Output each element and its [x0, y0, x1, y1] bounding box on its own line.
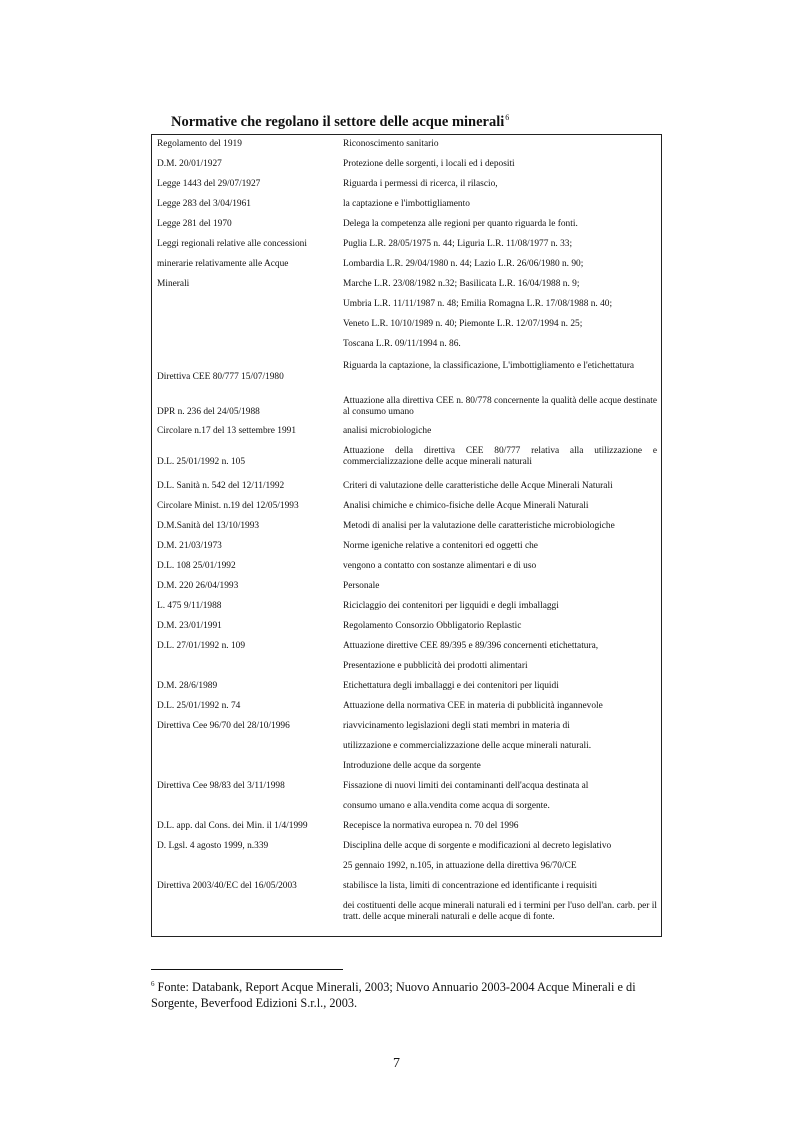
footnote-rule [151, 969, 343, 970]
regulation-description: analisi microbiologiche [343, 426, 432, 436]
regulation-description: Fissazione di nuovi limiti dei contaminanti dell'acqua destinata al [343, 781, 589, 791]
regulation-reference: L. 475 9/11/1988 [157, 601, 222, 611]
regulation-reference: DPR n. 236 del 24/05/1988 [157, 407, 260, 417]
regulation-reference: D.M. 20/01/1927 [157, 159, 222, 169]
footnote-ref: 6 [505, 113, 510, 122]
regulation-description: Delega la competenza alle regioni per quanto riguarda le fonti. [343, 219, 578, 229]
regulation-description: Analisi chimiche e chimico-fisiche delle Acque Minerali Naturali [343, 501, 589, 511]
regulation-description: Introduzione delle acque da sorgente [343, 761, 481, 771]
regulation-reference: Direttiva Cee 96/70 del 28/10/1996 [157, 721, 290, 731]
footnote-number: 6 [151, 980, 155, 988]
footnote-text: Fonte: Databank, Report Acque Minerali, 2003; Nuovo Annuario 2003-2004 Acque Minerali e di Sorgente, Beverfood Edizioni S.r.l., 2003. [151, 980, 636, 1010]
regulation-reference: D. Lgsl. 4 agosto 1999, n.339 [157, 841, 269, 851]
regulation-reference: Legge 1443 del 29/07/1927 [157, 179, 261, 189]
regulation-reference: D.M. 28/6/1989 [157, 681, 218, 691]
regulation-reference: Legge 283 del 3/04/1961 [157, 199, 251, 209]
regulation-reference: Direttiva 2003/40/EC del 16/05/2003 [157, 881, 297, 891]
regulation-reference: Circolare n.17 del 13 settembre 1991 [157, 426, 297, 436]
regulation-description: Norme igeniche relative a contenitori ed oggetti che [343, 541, 538, 551]
regulation-description: Personale [343, 581, 380, 591]
regulations-table [151, 134, 662, 937]
regulation-description: Toscana L.R. 09/11/1994 n. 86. [343, 339, 461, 349]
regulation-description: Attuazione direttive CEE 89/395 e 89/396 concernenti etichettatura, [343, 641, 599, 651]
regulation-reference: Leggi regionali relative alle concessioni [157, 239, 307, 249]
regulation-reference: D.L. 25/01/1992 n. 74 [157, 701, 241, 711]
regulation-description: Veneto L.R. 10/10/1989 n. 40; Piemonte L.R. 12/07/1994 n. 25; [343, 319, 583, 329]
page-title [171, 113, 509, 131]
regulation-reference: D.L. 108 25/01/1992 [157, 561, 236, 571]
regulation-description: Metodi di analisi per la valutazione delle caratteristiche microbiologiche [343, 521, 615, 531]
regulation-description: Riguarda i permessi di ricerca, il rilascio, [343, 179, 498, 189]
regulation-description: consumo umano e alla.vendita come acqua di sorgente. [343, 801, 550, 811]
regulation-reference: D.M. 220 26/04/1993 [157, 581, 239, 591]
regulation-reference: Circolare Minist. n.19 del 12/05/1993 [157, 501, 299, 511]
regulation-description: Protezione delle sorgenti, i locali ed i depositi [343, 159, 515, 169]
footnote [151, 976, 663, 1011]
regulation-description: Attuazione alla direttiva CEE n. 80/778 concernente la qualità delle acque destinate al consumo umano [343, 396, 657, 417]
regulation-description: Riguarda la captazione, la classificazione, L'imbottigliamento e l'etichettatura [343, 361, 635, 371]
regulation-description: Recepisce la normativa europea n. 70 del 1996 [343, 821, 519, 831]
regulation-description: la captazione e l'imbottigliamento [343, 199, 470, 209]
regulation-description: Attuazione della normativa CEE in materia di pubblicità ingannevole [343, 701, 603, 711]
regulation-description: Riciclaggio dei contenitori per ligquidi e degli imballaggi [343, 601, 559, 611]
regulation-description: Regolamento Consorzio Obbligatorio Replastic [343, 621, 522, 631]
regulation-description: dei costituenti delle acque minerali naturali ed i termini per l'uso dell'an. carb. per il tratt. delle acque minerali naturali e delle acque di fonte. [343, 901, 657, 922]
regulation-description: utilizzazione e commercializzazione delle acque minerali naturali. [343, 741, 592, 751]
regulation-reference: D.L. 25/01/1992 n. 105 [157, 457, 246, 467]
regulation-reference: Regolamento del 1919 [157, 139, 242, 149]
regulation-reference: minerarie relativamente alle Acque [157, 259, 289, 269]
regulation-description: Disciplina delle acque di sorgente e modificazioni al decreto legislativo [343, 841, 612, 851]
regulation-description: Riconoscimento sanitario [343, 139, 439, 149]
regulation-reference: D.L. Sanità n. 542 del 12/11/1992 [157, 481, 285, 491]
page-number: 7 [393, 1056, 400, 1071]
regulation-reference: D.L. 27/01/1992 n. 109 [157, 641, 246, 651]
regulation-reference: D.M. 21/03/1973 [157, 541, 222, 551]
regulation-reference: Legge 281 del 1970 [157, 219, 232, 229]
regulation-description: Presentazione e pubblicità dei prodotti alimentari [343, 661, 528, 671]
regulation-reference: D.M.Sanità del 13/10/1993 [157, 521, 260, 531]
regulation-reference: D.M. 23/01/1991 [157, 621, 222, 631]
regulation-description: stabilisce la lista, limiti di concentrazione ed identificante i requisiti [343, 881, 598, 891]
regulation-description: Umbria L.R. 11/11/1987 n. 48; Emilia Romagna L.R. 17/08/1988 n. 40; [343, 299, 613, 309]
regulation-description: Etichettatura degli imballaggi e dei contenitori per liquidi [343, 681, 559, 691]
regulation-description: Puglia L.R. 28/05/1975 n. 44; Liguria L.R. 11/08/1977 n. 33; [343, 239, 573, 249]
regulation-description: vengono a contatto con sostanze alimentari e di uso [343, 561, 537, 571]
regulation-reference: Minerali [157, 279, 190, 289]
title-text: Normative che regolano il settore delle acque minerali [171, 114, 505, 130]
regulation-description: riavvicinamento legislazioni degli stati membri in materia di [343, 721, 570, 731]
regulation-description: 25 gennaio 1992, n.105, in attuazione della direttiva 96/70/CE [343, 861, 577, 871]
regulation-description: Attuazione della direttiva CEE 80/777 relativa alla utilizzazione e commercializzazione delle acque minerali naturali [343, 446, 657, 467]
regulation-reference: D.L. app. dal Cons. dei Min. il 1/4/1999 [157, 821, 308, 831]
regulation-description: Criteri di valutazione delle caratteristiche delle Acque Minerali Naturali [343, 481, 613, 491]
regulation-reference: Direttiva CEE 80/777 15/07/1980 [157, 372, 284, 382]
regulation-reference: Direttiva Cee 98/83 del 3/11/1998 [157, 781, 285, 791]
regulation-description: Lombardia L.R. 29/04/1980 n. 44; Lazio L.R. 26/06/1980 n. 90; [343, 259, 584, 269]
regulation-description: Marche L.R. 23/08/1982 n.32; Basilicata L.R. 16/04/1988 n. 9; [343, 279, 580, 289]
